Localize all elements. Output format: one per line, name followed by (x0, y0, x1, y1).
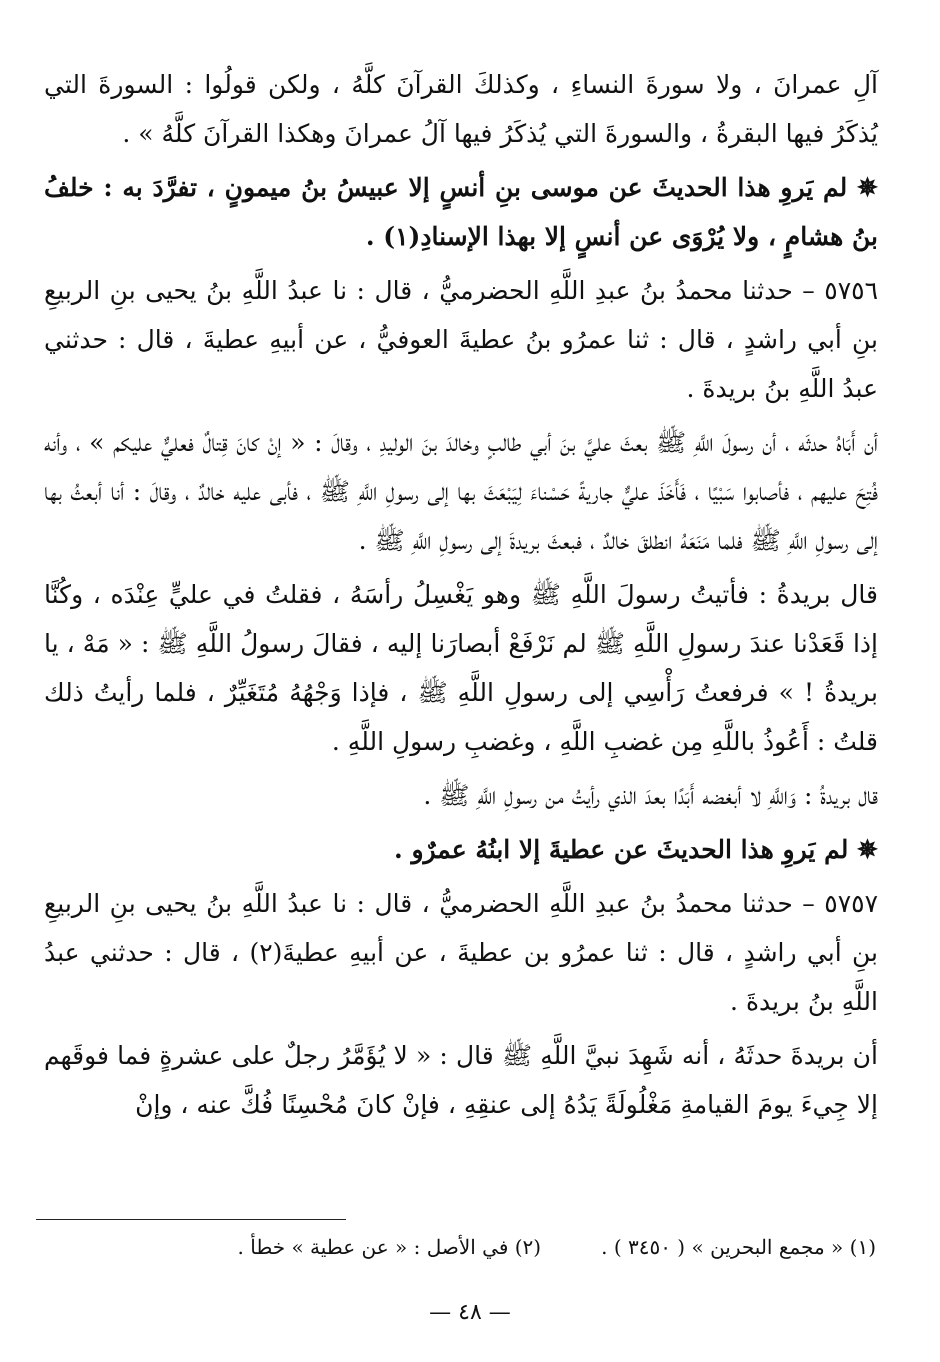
hadith-5756-matn-1: أن أَبَاهُ حدثَه ، أن رسولَ اللَّهِ ﷺ بعثَ عليَّ بنَ أبي طالبٍ وخالدَ بنَ الوليدِ ، وقالَ : « إنْ كانَ قِتالٌ فعليٌّ عليكم » ، وأنه فُتِحَ عليهم ، فأصابوا سَبْيًا ، فَأَخَذَ عليٌّ جاريةً حَسْناءَ لِيَبْعَثَ بها إلى رسولِ اللَّهِ ﷺ ، فأبى عليه خالدٌ ، وقالَ : أنا أبعثُ بها إلى رسولِ اللَّهِ ﷺ فلما مَنَعَهُ انطلقَ خالدٌ ، فبعثَ بريدةَ إلى رسولِ اللَّهِ ﷺ . (44, 428, 878, 555)
hadith-5756-matn-2: قال بريدةُ : فأتيتُ رسولَ اللَّهِ ﷺ وهو يَغْسِلُ رأسَهُ ، فقلتُ في عليٍّ عِنْدَه ، وكُنَّا إذا قَعَدْنا عندَ رسولِ اللَّهِ ﷺ لم نَرْفَعْ أبصارَنا إليه ، فقالَ رسولُ اللَّهِ ﷺ : « مَهْ ، يا بريدةُ ! » فرفعتُ رَأْسِي إلى رسولِ اللَّهِ ﷺ ، فإذا وَجْهُهُ مُتَغَيِّرٌ ، فلما رأيتُ ذلك قلتُ : أَعُوذُ باللَّهِ مِن غضبِ اللَّهِ ، وغضبِ رسولِ اللَّهِ . (44, 580, 878, 756)
hadith-5756-isnad: ٥٧٥٦ – حدثنا محمدُ بنُ عبدِ اللَّهِ الحضرميُّ ، قال : نا عبدُ اللَّهِ بنُ يحيى بنِ الربيعِ بنِ أبي راشدٍ ، قال : ثنا عمرُو بنُ عطيةَ العوفيُّ ، عن أبيهِ عطيةَ ، قال : حدثني عبدُ اللَّهِ بنُ بريدةَ . (44, 276, 878, 403)
text-continuation: آلِ عمرانَ ، ولا سورةَ النساءِ ، وكذلكَ القرآنَ كلَّهُ ، ولكن قولُوا : السورةَ التي يُذكَرُ فيها البقرةُ ، والسورةَ التي يُذكَرُ فيها آلُ عمرانَ وهكذا القرآنَ كلَّهُ » . (44, 70, 878, 148)
hadith-5757-isnad: ٥٧٥٧ – حدثنا محمدُ بنُ عبدِ اللَّهِ الحضرميُّ ، قال : نا عبدُ اللَّهِ بنُ يحيى بنِ الربيعِ بنِ أبي راشدٍ ، قال : ثنا عمرُو بن عطيةَ ، عن أبيهِ عطيةَ(٢) ، قال : حدثني عبدُ اللَّهِ بنُ بريدةَ . (44, 889, 878, 1016)
footnotes (40, 1232, 876, 1262)
page-number: — ٤٨ — (429, 1300, 511, 1325)
footnote-2: (٢) في الأصل : « عن عطية » خطأ . (237, 1235, 542, 1259)
editor-note-1: ✵ لم يَروِ هذا الحديثَ عن موسى بنِ أنسٍ إلا عبيسُ بنُ ميمونٍ ، تفرَّدَ به : خلفُ بنُ هشامٍ ، ولا يُرْوَى عن أنسٍ إلا بهذا الإسنادِ(١) . (44, 173, 878, 251)
hadith-5756-matn-3: قال بريدةُ : وَاللَّهِ لا أبغضه أَبَدًا بعدَ الذي رأيتُ من رسولِ اللَّهِ ﷺ . (423, 781, 878, 810)
footnote-separator (36, 1219, 346, 1220)
footnote-1: (١) « مجمع البحرين » ( ٣٤٥٠ ) . (601, 1235, 876, 1259)
editor-note-2: ✵ لم يَروِ هذا الحديثَ عن عطيةَ إلا ابنُهُ عمرٌو . (394, 835, 878, 864)
hadith-5757-matn: أن بريدةَ حدثَهُ ، أنه شَهِدَ نبيَّ اللَّهِ ﷺ قال : « لا يُؤَمَّرُ رجلٌ على عشرةٍ فما فوقَهم إلا جِيءَ يومَ القيامةِ مَغْلُولَةً يَدُهُ إلى عنقِهِ ، فإنْ كانَ مُحْسِنًا فُكَّ عنه ، وإنْ (44, 1041, 878, 1119)
